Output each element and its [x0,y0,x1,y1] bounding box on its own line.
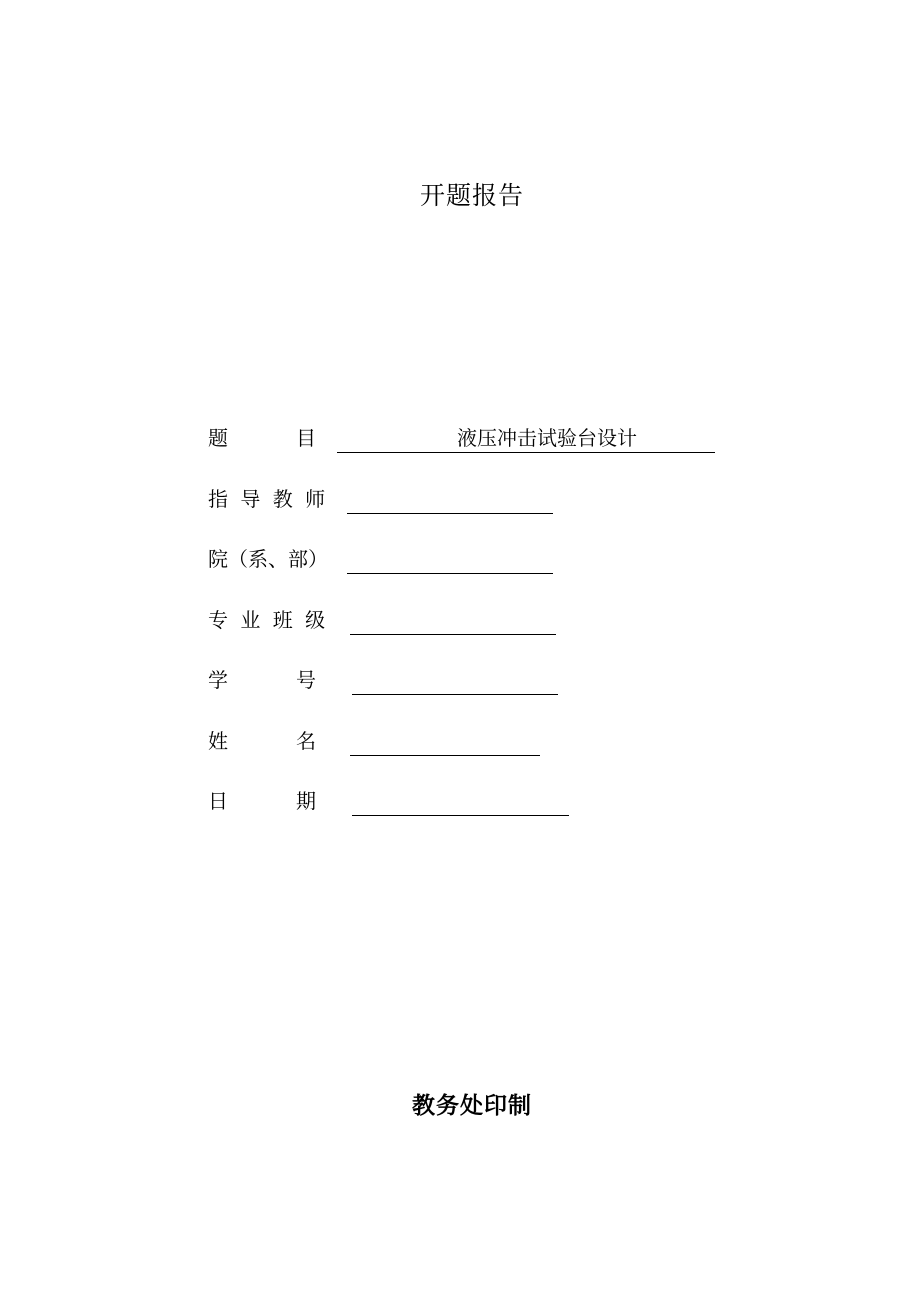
advisor-field[interactable] [347,484,553,514]
topic-value: 液压冲击试验台设计 [457,426,637,450]
name-field[interactable] [350,726,540,756]
topic-label: 题 目 [208,426,318,450]
name-label: 姓 名 [208,729,318,753]
department-label: 院（系、部） [208,547,328,571]
student-id-field[interactable] [352,665,558,695]
advisor-label: 指 导 教 师 [208,487,329,511]
department-field[interactable] [347,544,553,574]
topic-field[interactable] [337,423,715,453]
class-label: 专 业 班 级 [208,608,329,632]
issuer-footer: 教务处印制 [412,1092,532,1119]
student-id-label: 学 号 [208,668,318,692]
date-field[interactable] [352,786,569,816]
document-title: 开题报告 [419,181,524,210]
date-label: 日 期 [208,789,318,813]
class-field[interactable] [350,605,556,635]
